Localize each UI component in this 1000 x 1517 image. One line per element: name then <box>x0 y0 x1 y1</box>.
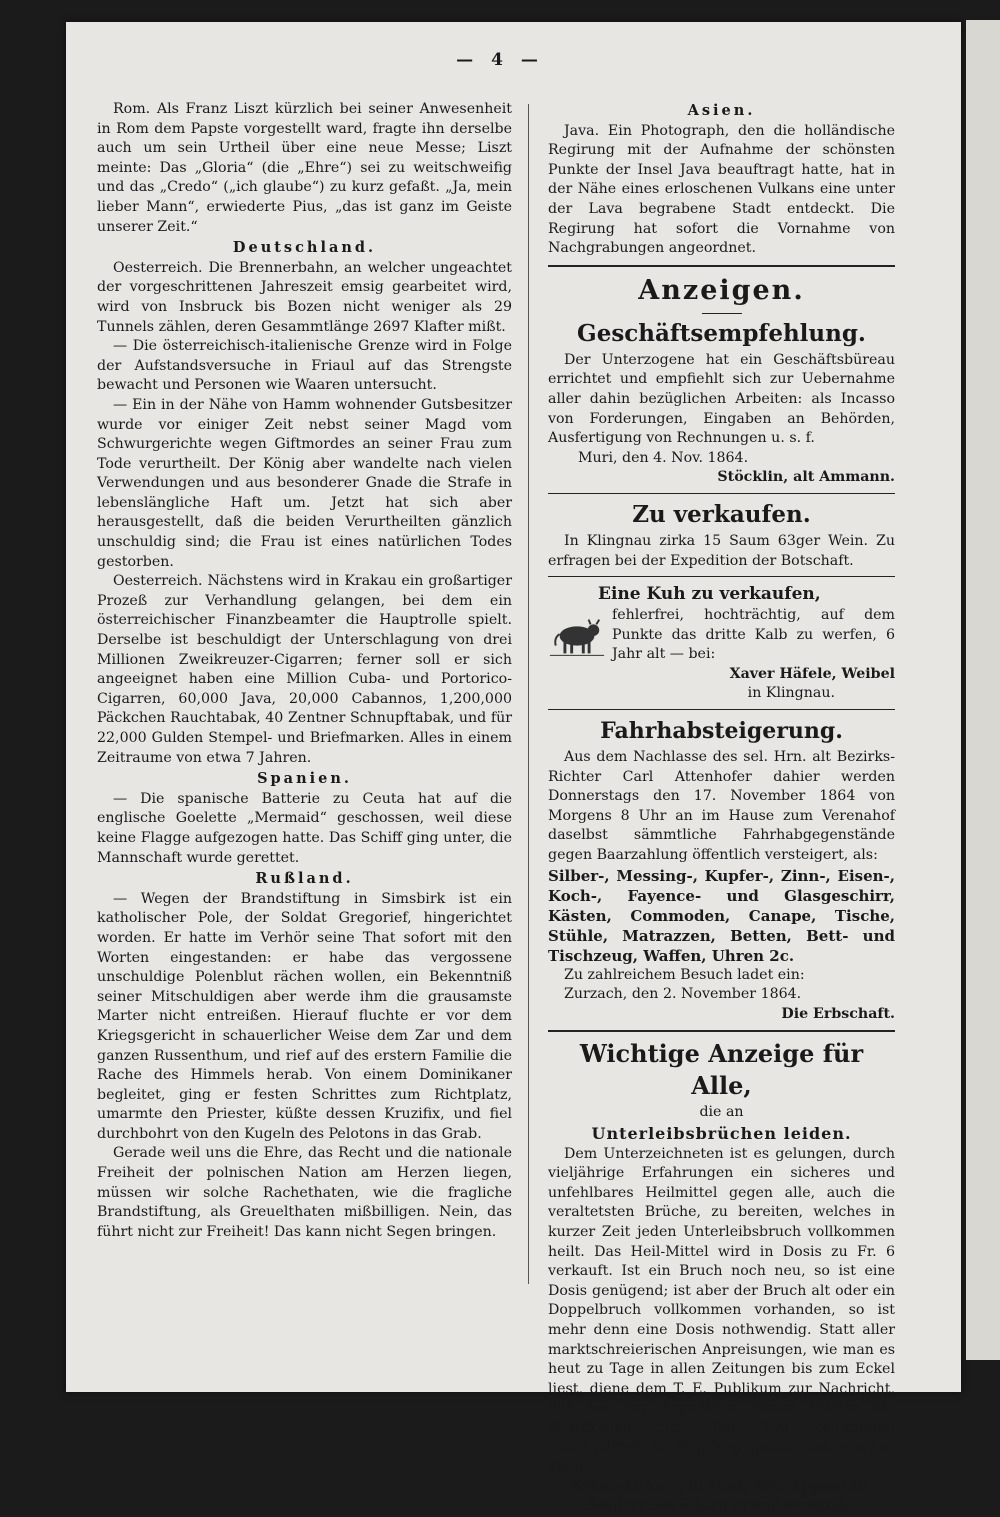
ad-fahrhabsteigerung-items: Silber-, Messing-, Kupfer-, Zinn-, Eisen-, Koch-, Fayence- und Glasgeschirr, Kästen, Commoden, Canape, Tische, Stühle, Matrazzen, Betten, Bett- und Tischzeug, Waffen, Uhren 2c. <box>548 866 895 965</box>
right-column <box>548 100 895 1517</box>
ad-kuh-text: fehlerfrei, hochträchtig, auf dem Punkte das dritte Kalb zu werfen, 6 Jahr alt — bei: <box>612 607 895 663</box>
article-hamm: — Ein in der Nähe von Hamm wohnender Gutsbesitzer wurde vor einiger Zeit nebst seiner Magd vom Schwurgerichte wegen Giftmordes an seiner Frau zum Tode verurtheilt. Der König aber wandelte nach vielen Verwendungen und aus besonderer Gnade die Strafe in lebenslängliche Haft um. Jetzt hat sich aber herausgestellt, daß die beiden Verurtheilten gänzlich unschuldig sind; die Frau ist eines natürlichen Todes gestorben. <box>97 396 512 570</box>
article-oesterreich-2: — Die österreichisch-italienische Grenze wird in Folge der Aufstandsversuche in Friaul auf das Strengste bewacht und Personen wie Waaren untersucht. <box>97 338 512 394</box>
article-russland: — Wegen der Brandstiftung in Simsbirk ist ein katholischer Pole, der Soldat Gregorief, hingerichtet worden. Er hatte im Verhör seine That sofort mit den Worten eingestanden: er habe das vergossene unschuldige Polenblut rächen wollen, ein Bekenntniß seiner Mitschuldigen aber werde ihm die grausamste Marter nicht entreißen. Hierauf fluchte er vor dem Kriegsgericht in schauerlicher Weise dem Zar und dem ganzen Russenthum, und rief auf des erstern Familie die Rache des Himmels herab. Von einem Dominikaner begleitet, ging er festen Schrittes zum Richtplatz, umarmte den Priester, küßte dessen Kruzifix, und fiel durchbohrt von den Kugeln des Pelotons in das Grab. <box>97 890 512 1142</box>
ad-wichtige-anzeige-title: Wichtige Anzeige für Alle, <box>579 1039 864 1101</box>
divider <box>548 709 895 710</box>
article-spanien: — Die spanische Batterie zu Ceuta hat auf die englische Goelette „Mermaid“ geschossen, weil diese keine Flagge aufgezogen hatte. Das Schiff ging unter, die Mannschaft wurde gerettet. <box>97 790 512 866</box>
article-gerade: Gerade weil uns die Ehre, das Recht und die nationale Freiheit der polnischen Nation am Herzen liegen, müssen wir solche Rachethaten, wie die fragliche Brandstiftung, als Greuelthaten mißbilligen. Nein, das führt nicht zur Freiheit! Das kann nicht Segen bringen. <box>97 1145 512 1240</box>
ad-wichtige-anzeige-signature: Krüsy-Altherr, in Gais, Kts. Appenzell, <box>569 1478 874 1495</box>
divider <box>702 313 742 314</box>
section-heading-anzeigen: Anzeigen. <box>638 274 805 306</box>
next-page-edge <box>966 20 1000 1360</box>
section-heading-asien: Asien. <box>687 102 756 119</box>
ad-zu-verkaufen-title: Zu verkaufen. <box>632 500 811 528</box>
ad-wichtige-anzeige-text: Dem Unterzeichneten ist es gelungen, durch vieljährige Erfahrungen ein sicheres und unfehlbares Heilmittel gegen alle, auch die veraltetsten Brüche, zu bereiten, welches in kurzer Zeit jeden Unterleibsbruch vollkommen heilt. Das Heil-Mittel wird in Dosis zu Fr. 6 verkauft. Ist ein Bruch noch neu, so ist eine Dosis genügend; ist aber der Bruch alt oder ein Doppelbruch vollkommen vorhanden, so ist mehr denn eine Dosis nothwendig. Statt aller marktschreierischen Anpreisungen, wie man es heut zu Tage in allen Zeitungen bis zum Eckel liest, diene dem T. E. Publikum zur Nachricht, daß bei der Expedition dieses Blattes ein Schriftchen mit über 100 Zeugnissen unentgeltlich in Empfang genommen werden kann <box>548 1145 895 1476</box>
section-heading-spanien: Spanien. <box>257 770 352 788</box>
ad-wichtige-anzeige-subtitle-1: die an <box>699 1104 744 1121</box>
ad-kuh-title: Eine Kuh zu verkaufen, <box>598 584 821 605</box>
ad-wichtige-anzeige-signature-2: Besitzer des ächten Bruchheilmittels. <box>586 1498 857 1515</box>
section-heading-russland: Rußland. <box>255 870 354 888</box>
ad-fahrhabsteigerung-signature: Die Erbschaft. <box>781 1005 895 1022</box>
ad-fahrhabsteigerung-invite: Zu zahlreichem Besuch ladet ein: <box>564 966 805 983</box>
divider <box>548 1030 895 1032</box>
ad-fahrhabsteigerung-place-date: Zurzach, den 2. November 1864. <box>564 986 802 1003</box>
cow-icon <box>548 612 606 660</box>
ad-kuh-place: in Klingnau. <box>747 685 835 702</box>
ad-fahrhabsteigerung-text: Aus dem Nachlasse des sel. Hrn. alt Bezirks-Richter Carl Attenhofer dahier werden Donnerstags den 17. November 1864 von Morgens 8 Uhr an im Hause zum Verenahof daselbst sämmtliche Fahrhabgegenstände gegen Baarzahlung öffentlich versteigert, als: <box>548 749 895 864</box>
article-java: Java. Ein Photograph, den die holländische Regirung mit der Aufnahme der schönsten Punkte der Insel Java beauftragt hatte, hat in der Nähe eines erloschenen Vulkans eine unter der Lava begrabene Stadt entdeckt. Die Regirung hat sofort die Vornahme von Nachgrabungen angeordnet. <box>548 122 895 257</box>
ad-fahrhabsteigerung-title: Fahrhabsteigerung. <box>600 718 843 745</box>
ad-kuh-signature: Xaver Häfele, Weibel <box>729 665 895 682</box>
page-number: — 4 — <box>456 50 544 70</box>
article-oesterreich-1: Oesterreich. Die Brennerbahn, an welcher ungeachtet der vorgeschrittenen Jahreszeit emsig gearbeitet wird, wird von Insbruck bis Bozen nicht weniger als 29 Tunnels zählen, deren Gesammtlänge 2697 Klafter mißt. <box>97 259 512 335</box>
divider <box>548 493 895 494</box>
ad-wichtige-anzeige-subtitle-2: Unterleibsbrüchen leiden. <box>591 1124 852 1143</box>
section-heading-deutschland: Deutschland. <box>232 239 377 257</box>
article-oesterreich-3: Oesterreich. Nächstens wird in Krakau ein großartiger Prozeß zur Verhandlung gelangen, bei dem ein österreichischer Finanzbeamter die Hauptrolle spielt. Derselbe ist beschuldigt der Unterschlagung von drei Millionen Zweikreuzer-Cigarren; ferner soll er sich angeeignet haben eine Million Cuba- und Portorico-Cigarren, 60,000 Java, 20,000 Cabannos, 1,200,000 Päckchen Rauchtabak, 40 Zentner Schnupftabak, und für 22,000 Gulden Stempel- und Briefmarken. Alles in einem Zeitraume von etwa 7 Jahren. <box>97 573 512 766</box>
left-column <box>97 100 512 1242</box>
ad-geschaeftsempfehlung-title: Geschäftsempfehlung. <box>577 319 866 347</box>
ad-zu-verkaufen-text: In Klingnau zirka 15 Saum 63ger Wein. Zu erfragen bei der Expedition der Botschaft. <box>548 532 895 569</box>
divider <box>548 265 895 267</box>
ad-geschaeftsempfehlung-signature: Stöcklin, alt Ammann. <box>717 469 895 486</box>
article-rom: Rom. Als Franz Liszt kürzlich bei seiner Anwesenheit in Rom dem Papste vorgestellt ward, fragte ihn derselbe auch um sein Urtheil über eine neue Messe; Liszt meinte: Das „Gloria“ (die „Ehre“) sei zu weitschweifig und das „Credo“ („ich glaube“) zu kurz gefaßt. „Ja, mein lieber Mann“, erwiederte Pius, „das ist ganz im Geiste unserer Zeit.“ <box>97 101 512 235</box>
column-divider <box>528 104 529 1284</box>
ad-geschaeftsempfehlung-place-date: Muri, den 4. Nov. 1864. <box>578 449 749 466</box>
divider <box>548 576 895 577</box>
ad-geschaeftsempfehlung-text: Der Unterzogene hat ein Geschäftsbüreau errichtet und empfiehlt sich zur Uebernahme aller dahin bezüglichen Arbeiten: als Incasso von Forderungen, Eingaben an Behörden, Ausfertigung von Rechnungen u. s. f. <box>548 351 895 447</box>
ad-kuh-body <box>548 606 895 665</box>
